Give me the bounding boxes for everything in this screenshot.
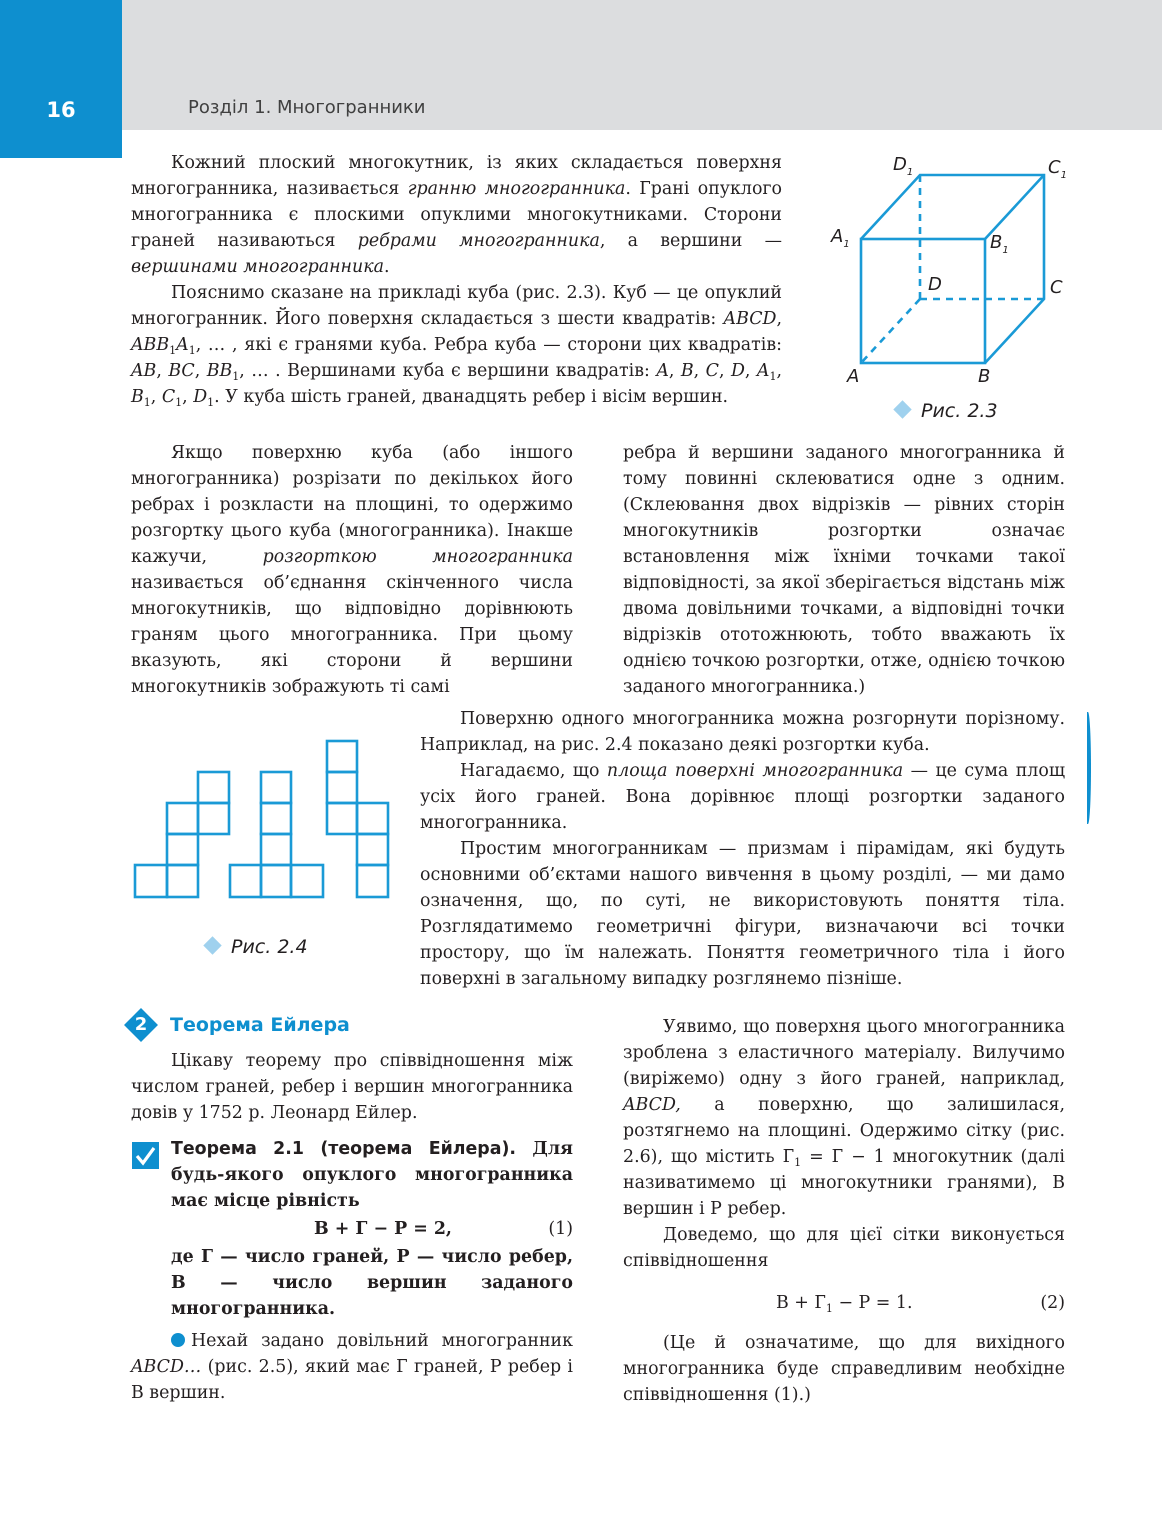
cube-figure — [820, 148, 1080, 398]
paragraph-different-nets: Поверхню одного многогранника можна розгорнути порізному. Наприклад, на рис. 2.4 показано деякі розгортки куба. — [420, 709, 1065, 755]
net-square — [327, 803, 357, 834]
caption-diamond-icon — [893, 400, 911, 418]
net-right — [327, 741, 388, 897]
formula-2-expression: $В + Г_1 - Р = 1$. — [776, 1293, 913, 1315]
net-square — [167, 834, 198, 865]
net-text-left — [131, 440, 573, 700]
net-square — [198, 772, 229, 803]
header-bar — [0, 0, 1162, 130]
net-square — [327, 741, 357, 772]
theorem-block — [131, 1136, 573, 1322]
caption-fig-2-3: Рис. 2.3 — [896, 400, 998, 422]
paragraph-euler-intro: Цікаву теорему про співвідношення між числом граней, ребер і вершин многогранника довів у 1752 р. Леонард Ейлер. — [131, 1051, 573, 1123]
theorem-notation: де Г — число граней, Р — число ребер, В — число вершин заданого многогранника. — [171, 1247, 573, 1319]
checkmark-icon — [132, 1142, 159, 1169]
proof-bullet-icon — [171, 1333, 185, 1347]
section2-left — [131, 1048, 573, 1406]
net-square — [357, 865, 388, 897]
net-square — [261, 772, 291, 803]
paragraph-surface-area: Нагадаємо, що площа поверхні многогранника — це сума площ усіх його граней. Вона дорівнює площі розгортки заданого многогранника. — [420, 761, 1065, 833]
section-number-icon: 2 — [124, 1008, 158, 1042]
page-number-tab — [0, 0, 122, 158]
caption-diamond-icon — [203, 936, 221, 954]
net-square — [261, 834, 291, 865]
net-text-right — [623, 440, 1065, 700]
section-heading — [124, 1008, 350, 1042]
formula-2 — [623, 1288, 1065, 1318]
cube-front-face — [861, 239, 985, 363]
net-square — [167, 803, 198, 834]
theorem-statement: Теорема 2.1 (теорема Ейлера). Для будь-якого опуклого многогранника має місце рівність — [171, 1139, 573, 1211]
net-square — [261, 865, 291, 897]
label-b1: $B_1$ — [990, 232, 1009, 256]
section2-right — [623, 1014, 1065, 1408]
net-left — [135, 772, 229, 897]
net-square — [357, 803, 388, 834]
label-c1: $C_1$ — [1048, 157, 1067, 181]
paragraph-simple-polyhedra: Простим многогранникам — призмам і пірамідам, які будуть основними об’єктами нашого вивчення в цьому розділі, — ми дамо означення, що, по суті, не використовують поняття тіла. Розглядатимемо геометричні фігури, визначаючи всі точки простору, що їм належать. Поняття геометричного тіла і його поверхні в загальному випадку розглянемо пізніше. — [420, 839, 1065, 989]
paragraph-face-definition: Кожний плоский многокутник, із яких складається поверхня многогранника, називається гранню многогранника. Грані опуклого многогранника є плоскими опуклими многокутниками. Сторони граней називаються ребрами многогранника, а вершини — вершинами многогранника. — [131, 153, 783, 277]
net-square — [230, 865, 261, 897]
label-b: B — [978, 366, 991, 387]
net-square — [327, 772, 357, 803]
net-square — [261, 803, 291, 834]
net-square — [135, 865, 167, 897]
net-middle — [230, 772, 323, 897]
net-square — [357, 834, 388, 865]
formula-1 — [171, 1214, 573, 1244]
net-square — [198, 803, 229, 834]
formula-1-number: (1) — [548, 1219, 573, 1239]
paragraph-prove-relation: Доведемо, що для цієї сітки виконується співвідношення — [623, 1225, 1065, 1271]
section-title: Теорема Ейлера — [170, 1014, 350, 1036]
cube-hidden-edge-ad — [861, 299, 920, 363]
margin-bracket-line — [1085, 712, 1091, 824]
cube-edge-b1-c1 — [985, 175, 1044, 239]
label-a: A — [847, 366, 860, 387]
label-c: C — [1050, 277, 1063, 298]
paragraph-net-definition: Якщо поверхню куба (або іншого многогранника) розрізати по декількох його ребрах і розкласти на площині, то одержимо розгортку цього куба (многогранника). Інакше кажучи, розгорткою многогранника називається об’єднання скінченного числа многокутників, що відповідно дорівнюють граням цього многогранника. При цьому вказують, які сторони й вершини многокутників зображують ті самі — [131, 443, 573, 697]
paragraph-elastic-surface: Уявимо, що поверхня цього многогранника зроблена з еластичного матеріалу. Вилучимо (виріжемо) одну з його граней, наприклад, ABCD, а поверхню, що залишилася, розтягнемо на площині. Одержимо сітку (рис. 2.6), що містить $Г_1 = Г - 1$ многокутник (далі називатимемо ці многокутники гранями), В вершин і Р ребер. — [623, 1017, 1065, 1219]
intro-text — [131, 150, 782, 410]
cube-edges — [861, 175, 1044, 363]
surface-text — [420, 706, 1065, 992]
formula-2-number: (2) — [1040, 1293, 1065, 1313]
cube-nets-figure — [128, 735, 398, 905]
label-a1: $A_1$ — [831, 226, 850, 250]
paragraph-conclusion: (Це й означатиме, що для вихідного многогранника буде справедливим необхідне співвідношення (1).) — [623, 1333, 1065, 1405]
net-square — [291, 865, 323, 897]
paragraph-cube-example: Пояснимо сказане на прикладі куба (рис. 2.3). Куб — це опуклий многогранник. Його поверхня складається з шести квадратів: ABCD, $ABB_1A_1$, … , які є гранями куба. Ребра куба — сторони цих квадратів: AB, BC, $BB_1$, … . Вершинами куба є вершини квадратів: A, B, C, D, $A_1$, $B_1$, $C_1$, $D_1$. У куба шість граней, дванадцять ребер і вісім вершин. — [131, 283, 782, 409]
paragraph-net-continued: ребра й вершини заданого многогранника й тому повинні склеюватися одне з одним. (Склеювання двох відрізків — рівних сторін многокутників розгортки означає встановлення між їхніми точками такої відповідності, за якої зберігається відстань між двома довільними точками, а відповідні точки відрізків ототожнюють, тобто вважають їх однією точкою розгортки, отже, однією точкою заданого многогранника.) — [623, 443, 1065, 697]
label-d: D — [928, 274, 942, 295]
caption-fig-2-4: Рис. 2.4 — [206, 936, 308, 958]
page-number: 16 — [46, 98, 76, 122]
formula-1-expression: В + Г − Р = 2, — [314, 1219, 452, 1239]
paragraph-proof-start: Нехай задано довільний многогранник ABCD… (рис. 2.5), який має Г граней, Р ребер і В вершин. — [131, 1331, 573, 1403]
chapter-title: Розділ 1. Многогранники — [188, 97, 426, 118]
net-square — [167, 865, 198, 897]
label-d1: $D_1$ — [893, 154, 914, 178]
